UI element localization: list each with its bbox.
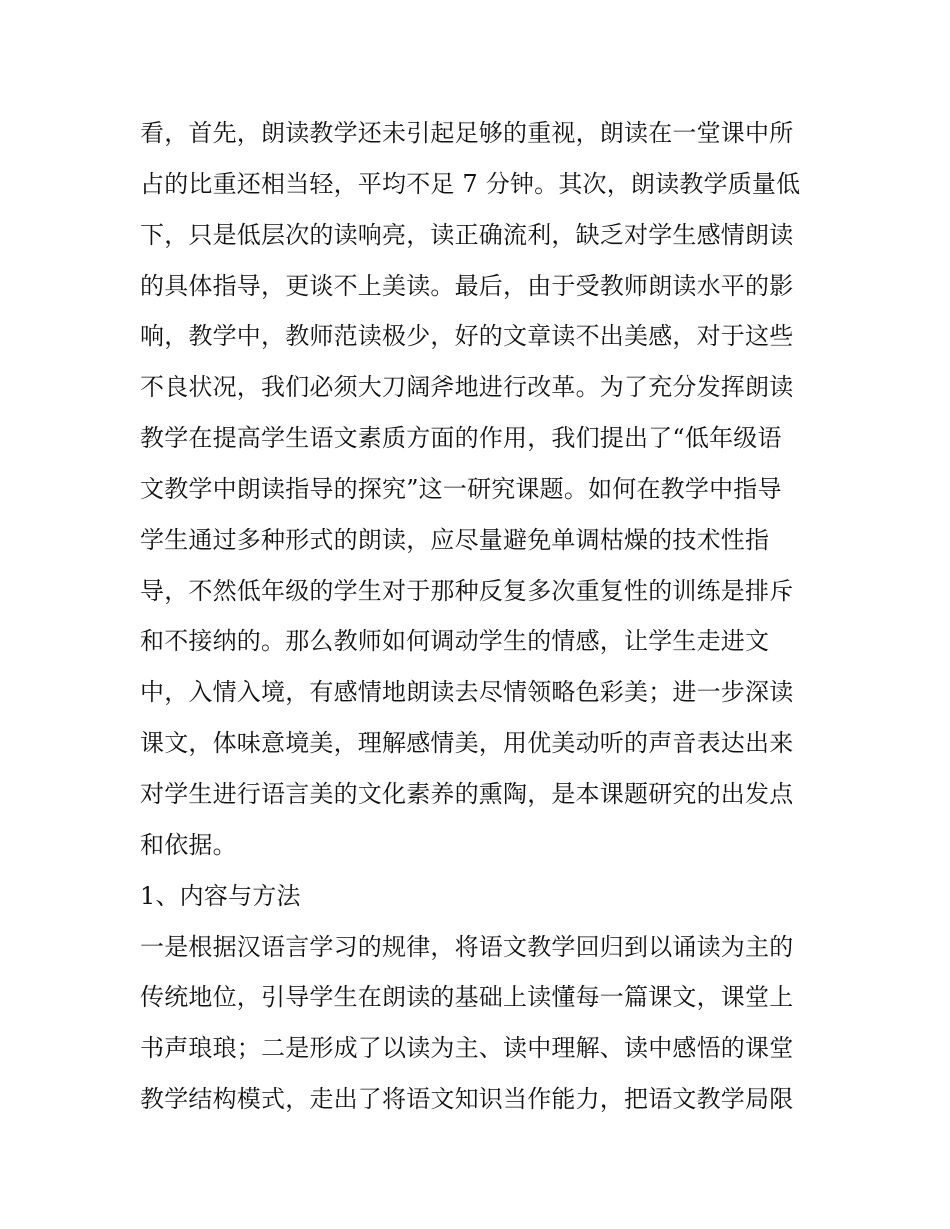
- text-line: 的具体指导，更谈不上美读。最后，由于受教师朗读水平的影: [140, 271, 794, 300]
- text-line: 书声琅琅；二是形成了以读为主、读中理解、读中感悟的课堂: [140, 1034, 794, 1063]
- text-line: 和不接纳的。那么教师如何调动学生的情感，让学生走进文: [140, 627, 770, 656]
- text-line: 学生通过多种形式的朗读，应尽量避免单调枯燥的技术性指: [140, 525, 770, 554]
- text-line: 响，教学中，教师范读极少，好的文章读不出美感，对于这些: [140, 322, 794, 351]
- text-line: 课文，体味意境美，理解感情美，用优美动听的声音表达出来: [140, 729, 794, 758]
- text-line: 教学在提高学生语文素质方面的作用，我们提出了“低年级语: [140, 424, 782, 453]
- text-line: 传统地位，引导学生在朗读的基础上读懂每一篇课文，课堂上: [140, 983, 794, 1012]
- text-line: 和依据。: [140, 830, 237, 859]
- text-line: 不良状况，我们必须大刀阔斧地进行改革。为了充分发挥朗读: [140, 373, 794, 402]
- text-line: 一是根据汉语言学习的规律，将语文教学回归到以诵读为主的: [140, 932, 794, 961]
- text-line: 对学生进行语言美的文化素养的熏陶，是本课题研究的出发点: [140, 779, 794, 808]
- text-line: 教学结构模式，走出了将语文知识当作能力，把语文教学局限: [140, 1085, 794, 1114]
- text-line: 看，首先，朗读教学还未引起足够的重视，朗读在一堂课中所: [140, 119, 794, 147]
- document-text: [140, 108, 830, 1125]
- section-heading: 1、内容与方法: [140, 881, 301, 910]
- text-line: 文教学中朗读指导的探究”这一研究课题。如何在教学中指导: [140, 474, 782, 503]
- text-line: 占的比重还相当轻，平均不足 7 分钟。其次，朗读教学质量低: [140, 169, 801, 198]
- text-line: 导，不然低年级的学生对于那种反复多次重复性的训练是排斥: [140, 576, 794, 605]
- text-line: 中，入情入境，有感情地朗读去尽情领略色彩美；进一步深读: [140, 678, 794, 707]
- text-line: 下，只是低层次的读响亮，读正确流利，缺乏对学生感情朗读: [140, 220, 794, 249]
